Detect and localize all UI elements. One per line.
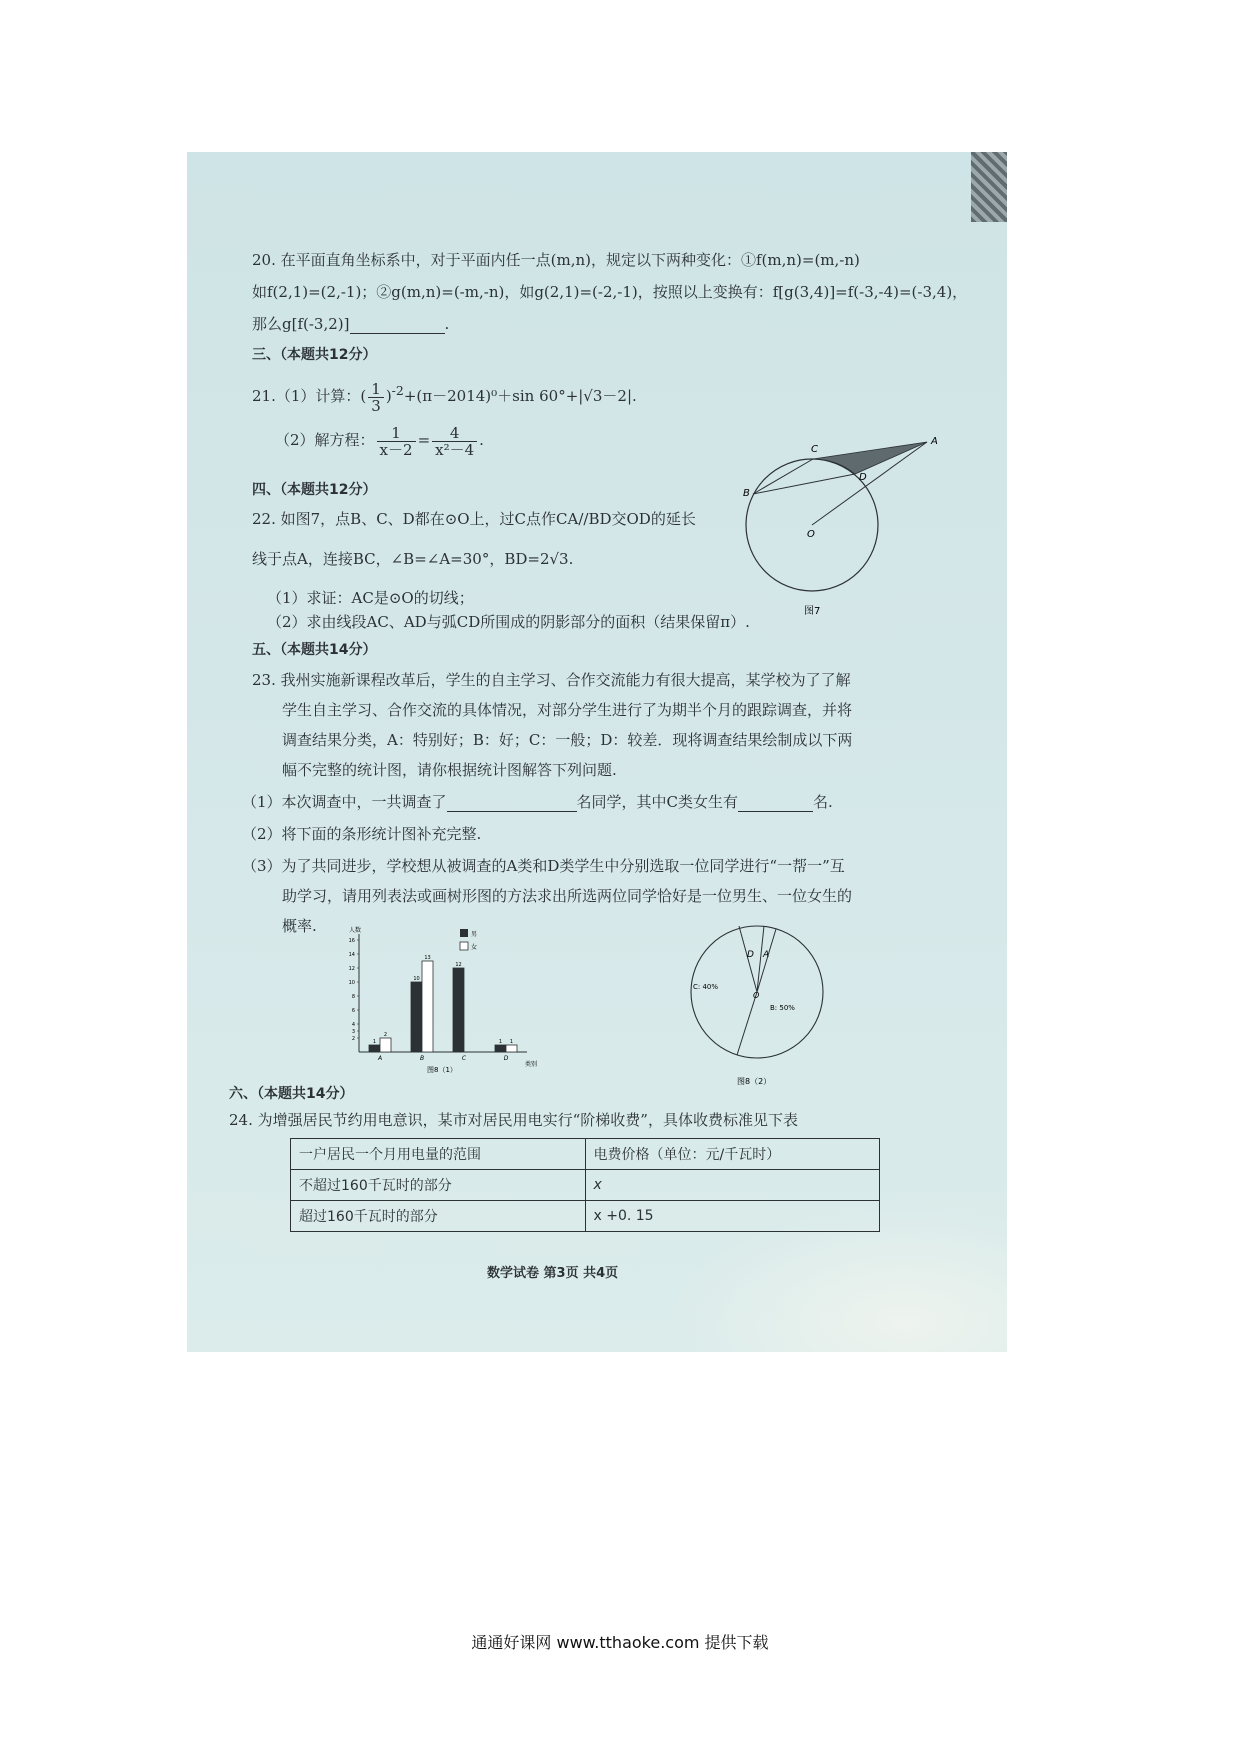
answer-blank-c-girls [738,795,813,812]
q23-line3: 调查结果分类，A：特别好；B：好；C：一般；D：较差．现将调查结果绘制成以下两 [282,731,853,749]
table-cell: 电费价格（单位：元/千瓦时） [585,1139,880,1170]
shaded-region [813,442,927,474]
period: . [479,431,484,449]
bar [369,1045,380,1052]
q21-part2 [275,422,484,458]
pie-label-b: B: 50% [770,1004,795,1012]
q21-p1-prefix: 21.（1）计算： [252,387,361,405]
category-label: A [377,1055,383,1062]
q23-line1: 23. 我州实施新课程改革后，学生的自主学习、合作交流能力有很大提高，某学校为了了解 [252,671,851,689]
pie-divider-4 [737,991,760,1055]
q24-line1: 24. 为增强居民节约用电意识，某市对居民用电实行“阶梯收费”，具体收费标准见下表 [229,1111,798,1129]
q20-line3-end: . [444,315,450,333]
category-label: B [419,1055,425,1062]
q23-sub3-line1: （3）为了共同进步，学校想从被调查的A类和D类学生中分别选取一位同学进行“一帮一”互 [242,857,845,875]
q20-line3-text: 那么g[f(-3,2)] [252,315,350,333]
bar [422,961,433,1052]
category-label: D [503,1055,509,1062]
y-tick-label: 16 [348,938,355,944]
table-cell: 不超过160千瓦时的部分 [291,1170,586,1201]
frac-den: x－2 [379,440,413,459]
legend-swatch-female [460,942,468,950]
equals: = [417,431,431,449]
section-5-heading: 五、（本题共14分） [252,642,377,658]
q23-sub3-line3: 概率. [282,917,317,935]
q20-line2: 如f(2,1)=(2,-1)；②g(m,n)=(-m,-n)，如g(2,1)=(-2,-1)，按照以上变换有：f[g(3,4)]=f(-3,-4)=(-3,4)， [252,283,968,301]
category-label: C [461,1055,467,1062]
label-a: A [931,436,938,447]
y-axis-label: 人数 [349,927,362,934]
fig7-caption: 图7 [804,606,821,617]
bar-value-label: 13 [424,955,431,961]
table-cell: x +0. 15 [585,1201,880,1232]
page-footer: 数学试卷 第3页 共4页 [487,1266,619,1281]
bar-value-label: 10 [413,976,420,982]
y-tick-label: 2 [351,1036,355,1042]
page-edge-shadow [971,152,1007,222]
bar-value-label: 12 [455,962,462,968]
bar [411,982,422,1052]
table-row [291,1201,880,1232]
pie-chart-fig8-2 [667,912,867,1090]
pie-chart-caption: 图8（2） [737,1077,772,1086]
bar-chart-fig8-1 [337,924,567,1074]
section-3-heading: 三、（本题共12分） [252,347,377,363]
bar [506,1045,517,1052]
frac-num: 1 [368,381,384,398]
q23-sub1-c: 名. [813,793,833,811]
label-b: B [743,488,750,499]
pie-label-d: D [747,950,754,960]
table-row [291,1139,880,1170]
y-tick-label: 4 [351,1022,355,1028]
q21-part1: 21.（1）计算：( $\frac{1}{3}$ )$^{-2}$+(π－2014)⁰＋sin 60°+|√3－2|. [252,379,637,415]
fraction-one-third [368,381,384,414]
q23-sub1-b: 名同学，其中C类女生有 [576,793,739,811]
q23-sub3-line2: 助学习，请用列表法或画树形图的方法求出所选两位同学恰好是一位男生、一位女生的 [282,887,853,905]
pie-center-label: O [753,991,760,1000]
y-tick-label: 3 [351,1029,355,1035]
q20-line3 [252,314,449,334]
legend-swatch-male [460,929,468,937]
fraction-2 [432,425,477,458]
section-6-heading: 六、（本题共14分） [229,1086,354,1102]
bar-value-label: 1 [509,1039,514,1045]
q21-p2-prefix: （2）解方程： [275,431,375,449]
exam-page-photo [187,152,1007,1352]
q23-sub2: （2）将下面的条形统计图补充完整. [242,825,482,843]
frac-num: 1 [377,425,416,442]
section-4-heading: 四、（本题共12分） [252,482,377,498]
table-row [291,1170,880,1201]
figure-7 [727,432,947,622]
table-cell: 超过160千瓦时的部分 [291,1201,586,1232]
q23-line2: 学生自主学习、合作交流的具体情况，对部分学生进行了为期半个月的跟踪调查，并将 [282,701,853,719]
segment-bd [753,474,855,494]
y-tick-label: 8 [351,994,355,1000]
fraction-1 [377,425,416,458]
q22-sub2: （2）求由线段AC、AD与弧CD所围成的阴影部分的面积（结果保留π）. [267,613,750,631]
y-tick-label: 14 [348,952,355,958]
label-o: O [807,529,815,540]
y-tick-label: 12 [348,966,355,972]
q23-line4: 幅不完整的统计图，请你根据统计图解答下列问题. [282,761,617,779]
q20-line1: 20. 在平面直角坐标系中，对于平面内任一点(m,n)，规定以下两种变化：①f(m,n)=(m,-n) [252,251,860,269]
frac-den: x²－4 [435,440,475,459]
y-tick-label: 10 [348,980,355,986]
legend-label-male: 男 [471,931,478,938]
frac-den: 3 [371,396,381,415]
bar-chart-caption: 图8（1） [427,1066,457,1074]
x-axis-label: 类别 [525,1061,538,1068]
label-d: D [859,472,867,483]
y-tick-label: 6 [351,1008,355,1014]
bar-value-label: 2 [383,1032,388,1038]
q22-sub1: （1）求证：AC是⊙O的切线； [267,589,474,607]
q23-sub1 [242,792,833,812]
bar [453,968,464,1052]
bar-value-label: 1 [498,1039,503,1045]
q21-p1-expr: +(π－2014)⁰＋sin 60°+|√3－2|. [403,387,637,405]
answer-blank-total [447,795,577,812]
segment-bc [753,459,813,494]
frac-num: 4 [432,425,477,442]
source-credit: 通通好课网 www.tthaoke.com 提供下载 [471,1633,769,1652]
table-cell: x [585,1170,880,1201]
bar [495,1045,506,1052]
q22-line1: 22. 如图7，点B、C、D都在⊙O上，过C点作CA//BD交OD的延长 [252,510,696,528]
table-cell: 一户居民一个月用电量的范围 [291,1139,586,1170]
legend-label-female: 女 [471,944,478,951]
exponent: -2 [391,383,404,398]
q23-sub1-a: （1）本次调查中，一共调查了 [242,793,447,811]
bar [380,1038,391,1052]
q22-line2: 线于点A，连接BC，∠B=∠A=30°，BD=2√3. [252,550,574,568]
fee-table [290,1138,880,1232]
pie-label-a: A [763,950,770,960]
pie-label-c: C: 40% [693,983,719,991]
answer-blank [350,317,445,334]
label-c: C [811,444,818,455]
bar-value-label: 1 [372,1039,377,1045]
